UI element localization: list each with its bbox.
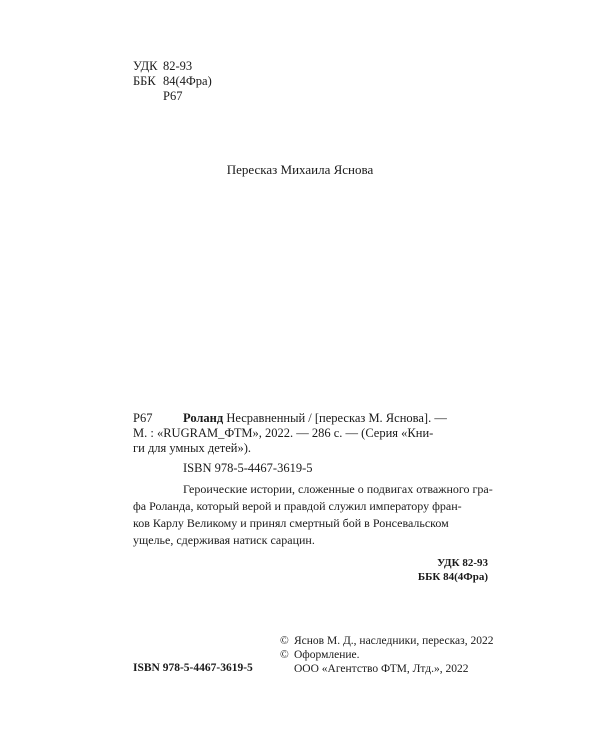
copyright-line-3: ООО «Агентство ФТМ, Лтд.», 2022: [294, 663, 469, 675]
bbk-row: [133, 74, 212, 89]
author-mark: Р67: [163, 89, 183, 103]
bbk-label: ББК: [133, 74, 156, 88]
annotation-line: Героические истории, сложенные о подвигах отважного гра-: [183, 482, 493, 496]
author-mark-row: [133, 89, 212, 104]
retelling-credit: Пересказ Михаила Яснова: [226, 162, 374, 177]
annotation-line: фа Роланда, который верой и правдой служил императору фран-: [133, 499, 462, 513]
udk-row: [133, 59, 212, 74]
copyright-line-2: [280, 648, 493, 662]
bottom-bbk: ББК 84(4Фра): [417, 571, 488, 583]
annotation-line: ущелье, сдерживая натиск сарацин.: [133, 533, 315, 547]
catalog-description: [183, 411, 483, 426]
catalog-isbn: ISBN 978-5-4467-3619-5: [183, 461, 313, 475]
udk-value: 82-93: [163, 59, 193, 73]
annotation: [133, 481, 493, 549]
catalog-code: Р67: [133, 411, 153, 425]
classification-codes: [133, 59, 212, 104]
annotation-line: ков Карлу Великому и принял смертный бой в Ронсевальском: [133, 516, 449, 530]
copyright-line-1: [280, 634, 493, 648]
catalog-line-1: [183, 411, 483, 426]
bottom-classification-codes: [418, 556, 488, 584]
catalog-line-3: ги для умных детей»).: [133, 441, 252, 455]
bottom-udk: УДК 82-93: [437, 557, 488, 569]
copyright-block: [280, 634, 493, 676]
bbk-value: 84(4Фра): [163, 74, 212, 88]
udk-label: УДК: [133, 59, 158, 73]
copyright-text-2: Оформление.: [294, 649, 360, 661]
catalog-line-1-rest: Несравненный / [пересказ М. Яснова]. —: [223, 411, 447, 425]
copyright-text-1: Яснов М. Д., наследники, пересказ, 2022: [294, 635, 494, 647]
copyright-symbol: ©: [280, 649, 289, 661]
catalog-line-2: М. : «RUGRAM_ФТМ», 2022. — 286 с. — (Серия «Кни-: [133, 426, 434, 440]
copyright-symbol: ©: [280, 635, 289, 647]
book-title: Роланд: [183, 411, 224, 425]
isbn-bottom: ISBN 978-5-4467-3619-5: [133, 662, 253, 674]
